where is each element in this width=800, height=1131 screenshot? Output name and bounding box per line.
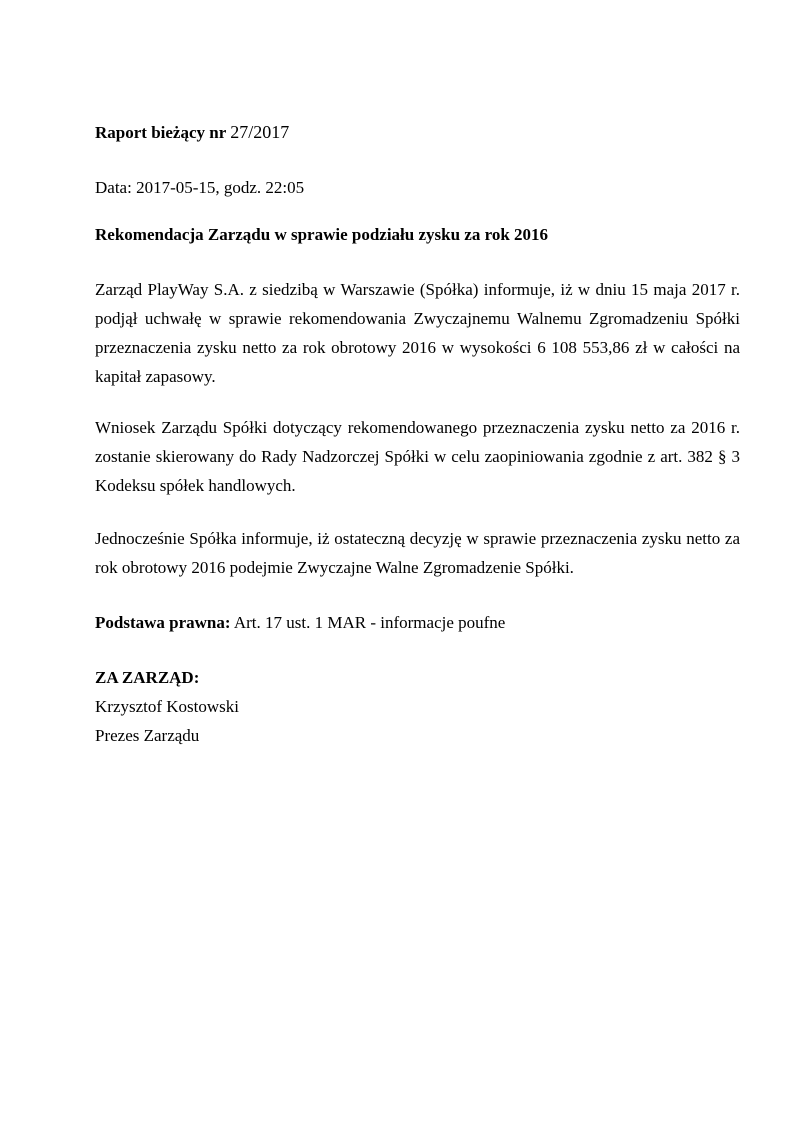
signature-block [95,663,740,750]
report-date-line: Data: 2017-05-15, godz. 22:05 [95,178,305,197]
body-paragraph-2: Wniosek Zarządu Spółki dotyczący rekomendowanego przeznaczenia zysku netto za 2016 r. zostanie skierowany do Rady Nadzorczej Spółki w celu zaopiniowania zgodnie z art. 382 § 3 Kodeksu spółek handlowych. [95,418,740,495]
signatory-position: Prezes Zarządu [95,726,200,745]
report-number: 27/2017 [230,122,290,142]
signature-heading: ZA ZARZĄD: [95,668,200,687]
report-title-label: Raport bieżący nr [95,123,226,142]
legal-basis-label: Podstawa prawna: [95,613,231,632]
report-title [95,118,740,147]
signatory-name: Krzysztof Kostowski [95,697,240,716]
legal-basis-line [95,608,740,637]
document-content [95,118,740,750]
body-paragraph-3: Jednocześnie Spółka informuje, iż ostateczną decyzję w sprawie przeznaczenia zysku netto za rok obrotowy 2016 podejmie Zwyczajne Walne Zgromadzenie Spółki. [95,529,740,577]
body-paragraph-1: Zarząd PlayWay S.A. z siedzibą w Warszawie (Spółka) informuje, iż w dniu 15 maja 2017 r. podjął uchwałę w sprawie rekomendowania Zwyczajnemu Walnemu Zgromadzeniu Spółki przeznaczenia zysku netto za rok obrotowy 2016 w wysokości 6 108 553,86 zł w całości na kapitał zapasowy. [95,280,740,386]
report-subject-heading: Rekomendacja Zarządu w sprawie podziału zysku za rok 2016 [95,225,549,244]
legal-basis-text: Art. 17 ust. 1 MAR - informacje poufne [230,613,506,632]
